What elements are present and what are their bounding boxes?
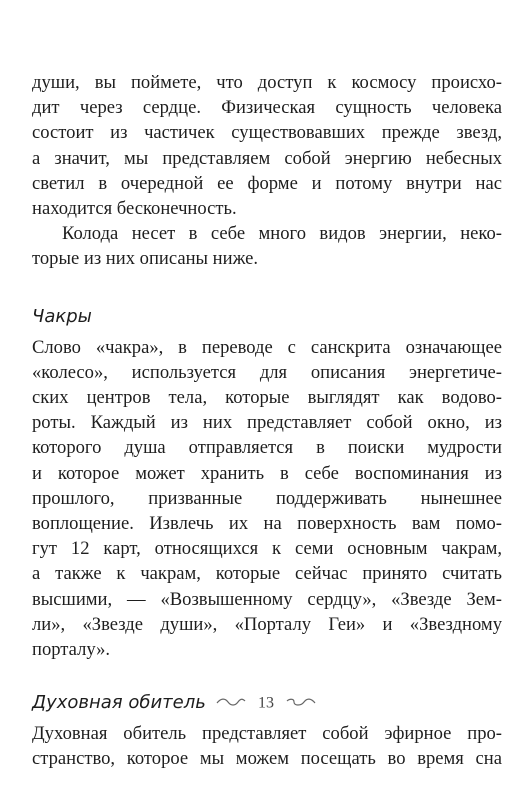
- text-line: торые из них описаны ниже.: [32, 248, 259, 270]
- text-line: высшими, — «Возвышенному сердцу», «Звезде Зем-: [32, 588, 502, 610]
- text-line: души, вы поймете, что доступ к космосу происхо-: [32, 72, 502, 93]
- swirl-ornament-icon: [286, 694, 316, 712]
- text-line: прошлого, призванные поддерживать нынешнее: [32, 487, 502, 509]
- text-line: Слово «чакра», в переводе с санскрита означающее: [32, 336, 502, 358]
- page-footer: [0, 694, 532, 712]
- chakras-paragraph: [32, 335, 502, 663]
- text-line: дит через сердце. Физическая сущность человека: [32, 97, 502, 119]
- text-line: состоит из частичек существовавших прежде звезд,: [32, 122, 502, 144]
- text-line: ли», «Звезде души», «Порталу Геи» и «Звездному: [32, 613, 502, 635]
- spirit-paragraph: [32, 721, 502, 771]
- text-line: которого душа отправляется в поиски мудрости: [32, 437, 502, 459]
- section-heading-spirit-dwelling: Духовная обитель: [32, 692, 206, 714]
- swirl-ornament-icon: [216, 694, 246, 712]
- text-line: странство, которое мы можем посещать во время сна: [32, 748, 502, 770]
- text-line: воплощение. Извлечь их на поверхность вам помо-: [32, 513, 502, 535]
- text-line: порталу».: [32, 639, 111, 661]
- paragraph-2: [32, 221, 502, 271]
- text-line: роты. Каждый из них представляет собой окно, из: [32, 412, 502, 434]
- text-line: гут 12 карт, относящихся к семи основным чакрам,: [32, 538, 502, 560]
- text-line: «колесо», используется для описания энергетиче-: [32, 361, 502, 383]
- text-line: Духовная обитель представляет собой эфирное про-: [32, 723, 502, 745]
- section-heading-chakras: Чакры: [32, 305, 92, 327]
- text-line: а также к чакрам, которые сейчас принято считать: [32, 563, 502, 585]
- text-line: а значит, мы представляем собой энергию небесных: [32, 147, 502, 169]
- text-line: Колода несет в себе много видов энергии, неко-: [62, 223, 502, 245]
- text-line: и которое может хранить в себе воспоминания из: [32, 462, 502, 484]
- paragraph-1: [32, 70, 502, 221]
- page-number: 13: [258, 694, 274, 712]
- text-line: светил в очередной ее форме и потому внутри нас: [32, 172, 502, 194]
- text-line: ских центров тела, которые выглядят как водово-: [32, 387, 502, 409]
- page-body: [32, 70, 502, 772]
- text-line: находится бесконечность.: [32, 198, 237, 220]
